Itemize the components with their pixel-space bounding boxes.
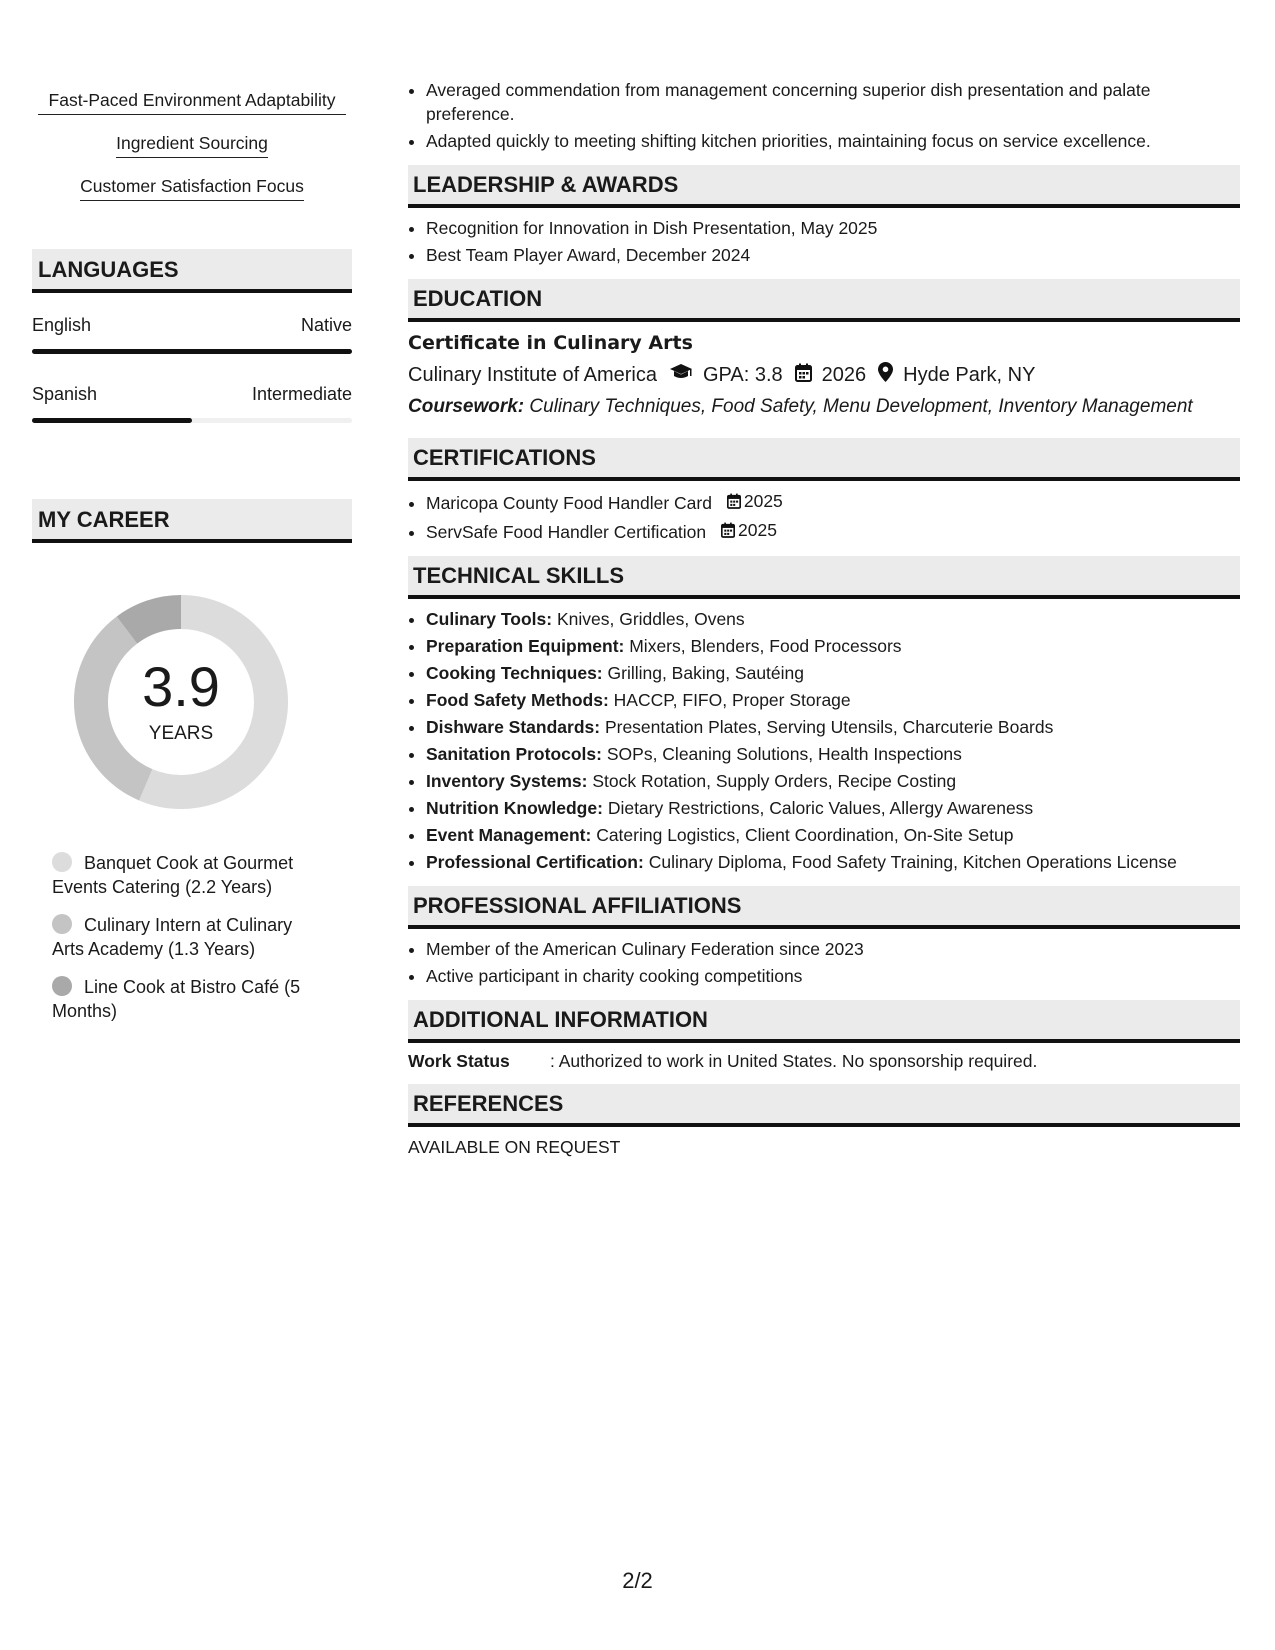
- work-status-label: Work Status: [408, 1051, 510, 1071]
- language-bar-fill: [32, 349, 352, 354]
- languages-heading: LANGUAGES: [32, 249, 352, 293]
- strength-item: Customer Satisfaction Focus: [32, 174, 352, 201]
- list-item: • Food Safety Methods: HACCP, FIFO, Proper Storage: [426, 688, 1240, 712]
- language-english: [32, 315, 352, 354]
- calendar-icon: [721, 522, 735, 538]
- language-bar-fill: [32, 418, 192, 423]
- leadership-heading: LEADERSHIP & AWARDS: [408, 165, 1240, 208]
- career-legend: [32, 851, 352, 1023]
- list-item: • Cooking Techniques: Grilling, Baking, Sautéing: [426, 661, 1240, 685]
- education-year: 2026: [821, 363, 867, 386]
- certifications-heading: CERTIFICATIONS: [408, 438, 1240, 481]
- left-column: [32, 78, 352, 1037]
- language-name: English: [32, 315, 92, 335]
- legend-dot-icon: [52, 852, 72, 872]
- list-item: • Culinary Tools: Knives, Griddles, Ovens: [426, 607, 1240, 631]
- list-item: • Nutrition Knowledge: Dietary Restrictions, Caloric Values, Allergy Awareness: [426, 796, 1240, 820]
- education-location: Hyde Park, NY: [903, 363, 1036, 386]
- graduation-cap-icon: [669, 363, 693, 387]
- legend-dot-icon: [52, 976, 72, 996]
- language-level: Native: [300, 315, 352, 335]
- certifications-list: [408, 489, 1240, 544]
- education-heading: EDUCATION: [408, 279, 1240, 322]
- list-item: • Recognition for Innovation in Dish Presentation, May 2025: [426, 216, 1240, 240]
- career-years-value: 3.9: [142, 655, 220, 718]
- career-legend-item: Culinary Intern at Culinary Arts Academy (1.3 Years): [52, 915, 293, 959]
- technical-skills-list: [408, 607, 1240, 874]
- list-item: • Sanitation Protocols: SOPs, Cleaning Solutions, Health Inspections: [426, 742, 1240, 766]
- strength-item: Ingredient Sourcing: [32, 131, 352, 158]
- list-item: • Dishware Standards: Presentation Plates, Serving Utensils, Charcuterie Boards: [426, 715, 1240, 739]
- work-status-row: [408, 1051, 1240, 1072]
- list-item: • Maricopa County Food Handler Card 2025: [426, 489, 1240, 515]
- calendar-icon: [727, 493, 741, 509]
- list-item: • Preparation Equipment: Mixers, Blenders, Food Processors: [426, 634, 1240, 658]
- education-gpa: GPA: 3.8: [703, 363, 783, 386]
- education-school: Culinary Institute of America: [408, 363, 657, 386]
- career-years-label: YEARS: [148, 723, 214, 744]
- technical-skills-heading: TECHNICAL SKILLS: [408, 556, 1240, 599]
- experience-bullets: [408, 78, 1240, 153]
- education-details: [408, 362, 1240, 388]
- additional-info-heading: ADDITIONAL INFORMATION: [408, 1000, 1240, 1043]
- right-column: [408, 78, 1240, 1158]
- career-legend-item: Banquet Cook at Gourmet Events Catering (2.2 Years): [52, 853, 294, 897]
- list-item: • Event Management: Catering Logistics, Client Coordination, On-Site Setup: [426, 823, 1240, 847]
- work-status-value: : Authorized to work in United States. No sponsorship required.: [550, 1051, 1038, 1071]
- career-heading: MY CAREER: [32, 499, 352, 543]
- language-bar: [32, 349, 352, 354]
- education-coursework: Coursework: Culinary Techniques, Food Safety, Menu Development, Inventory Management: [408, 396, 1193, 417]
- education-degree: Certificate in Culinary Arts: [408, 332, 693, 354]
- language-level: Intermediate: [251, 384, 352, 404]
- affiliations-list: [408, 937, 1240, 988]
- references-heading: REFERENCES: [408, 1084, 1240, 1127]
- list-item: • Active participant in charity cooking competitions: [426, 964, 1240, 988]
- legend-dot-icon: [52, 914, 72, 934]
- language-bar: [32, 418, 352, 423]
- career-legend-item: Line Cook at Bistro Café (5 Months): [52, 977, 301, 1021]
- location-pin-icon: [878, 362, 893, 388]
- career-donut-chart: [66, 587, 296, 817]
- list-item: • Averaged commendation from management concerning superior dish presentation and palate preference.: [426, 78, 1240, 126]
- list-item: • ServSafe Food Handler Certification 2025: [426, 518, 1240, 544]
- page-number: 2/2: [622, 1568, 653, 1593]
- donut-segment: [127, 612, 181, 630]
- list-item: • Adapted quickly to meeting shifting kitchen priorities, maintaining focus on service excellence.: [426, 129, 1240, 153]
- leadership-list: [408, 216, 1240, 267]
- strength-item: Fast-Paced Environment Adaptability: [38, 88, 346, 115]
- language-spanish: [32, 384, 352, 423]
- references-text: AVAILABLE ON REQUEST: [408, 1137, 621, 1157]
- calendar-icon: [795, 363, 812, 388]
- list-item: • Inventory Systems: Stock Rotation, Supply Orders, Recipe Costing: [426, 769, 1240, 793]
- affiliations-heading: PROFESSIONAL AFFILIATIONS: [408, 886, 1240, 929]
- list-item: • Best Team Player Award, December 2024: [426, 243, 1240, 267]
- language-name: Spanish: [32, 384, 98, 404]
- list-item: • Professional Certification: Culinary Diploma, Food Safety Training, Kitchen Operations License: [426, 850, 1240, 874]
- list-item: • Member of the American Culinary Federation since 2023: [426, 937, 1240, 961]
